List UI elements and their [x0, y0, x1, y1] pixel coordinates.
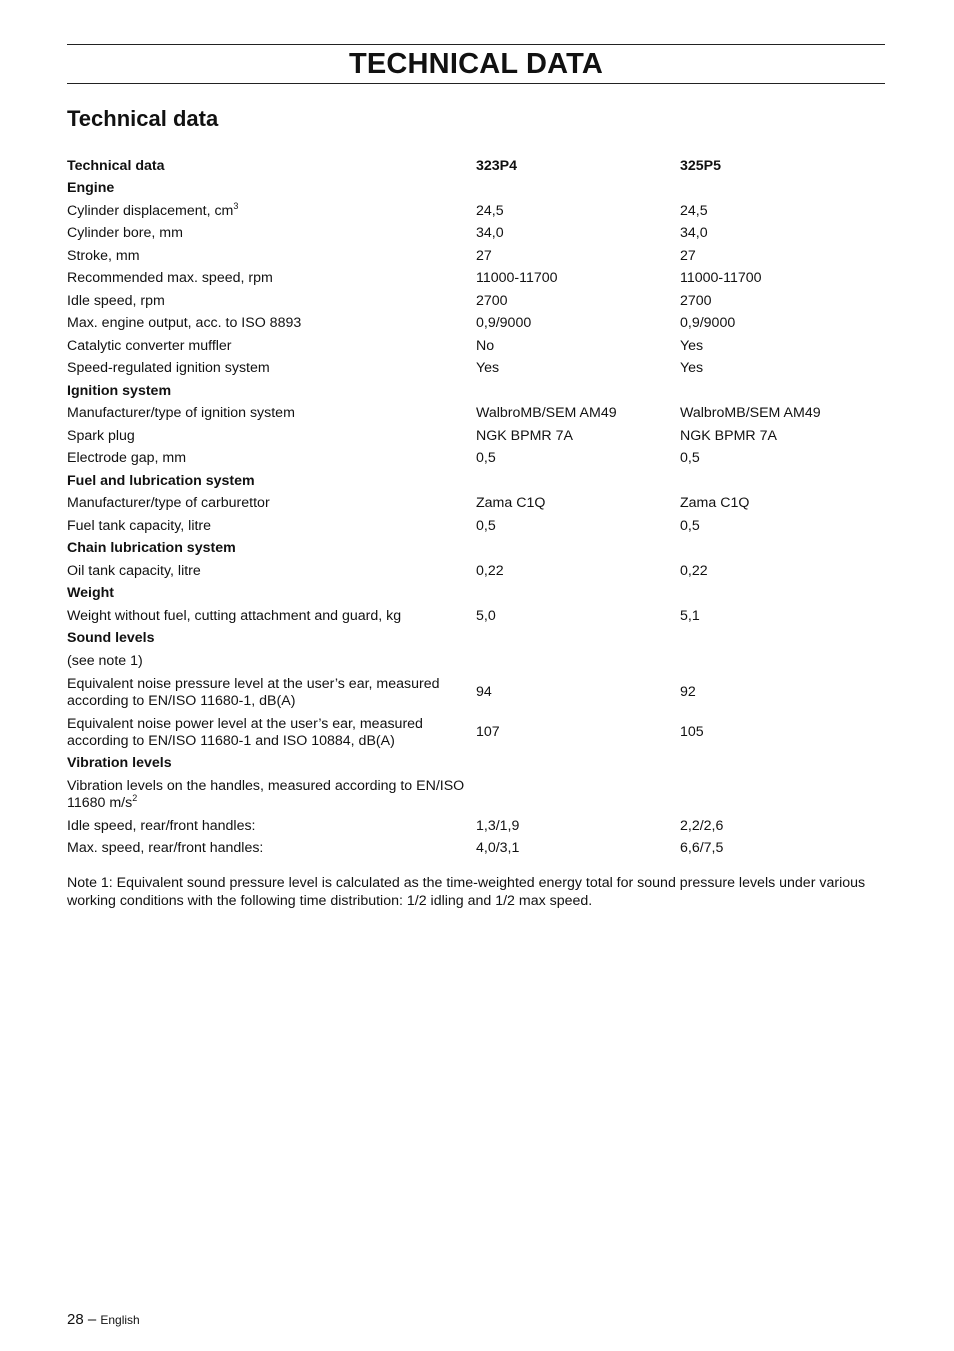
value-325p5: Zama C1Q	[680, 495, 750, 512]
value-323p4: 5,0	[476, 607, 496, 624]
value-325p5: 27	[680, 247, 696, 264]
value-323p4: 0,9/9000	[476, 315, 532, 332]
table-row	[67, 713, 885, 753]
row-label: Weight without fuel, cutting attachment and guard, kg	[67, 607, 402, 624]
value-325p5: 0,5	[680, 450, 700, 467]
group-heading: Fuel and lubrication system	[67, 472, 255, 489]
value-325p5: Yes	[680, 360, 704, 377]
value-325p5: NGK BPMR 7A	[680, 427, 777, 444]
group-row-sound	[67, 628, 885, 651]
column-header-parameter: Technical data	[67, 157, 165, 174]
page-header-title: TECHNICAL DATA	[348, 47, 604, 80]
row-label: Recommended max. speed, rpm	[67, 270, 273, 287]
value-323p4: 0,5	[476, 517, 496, 534]
row-label: Idle speed, rear/front handles:	[67, 817, 256, 834]
row-label: Cylinder bore, mm	[67, 225, 183, 242]
value-325p5: 0,9/9000	[680, 315, 736, 332]
value-325p5: 0,5	[680, 517, 700, 534]
row-label: Max. engine output, acc. to ISO 8893	[67, 315, 302, 332]
value-323p4: Zama C1Q	[476, 495, 546, 512]
column-header-325p5: 325P5	[680, 157, 722, 174]
value-325p5: 2700	[680, 292, 712, 309]
row-label: Vibration levels on the handles, measured according to EN/ISO 11680 $m/s^2$	[67, 778, 465, 811]
value-323p4: 107	[476, 724, 500, 740]
value-325p5: WalbroMB/SEM AM49	[680, 405, 821, 422]
footnote: Note 1: Equivalent sound pressure level is calculated as the time-weighted energy total for sound pressure levels under various working conditions with the following time distribution: 1/2 idling and 1/2 max speed.	[67, 875, 866, 909]
row-label: Equivalent noise power level at the user’s ear, measured according to EN/ISO 11680-1 and ISO 10884, dB(A)	[67, 715, 423, 749]
table-row	[67, 448, 885, 471]
value-323p4: NGK BPMR 7A	[476, 427, 573, 444]
table-row	[67, 245, 885, 268]
group-heading: Vibration levels	[67, 755, 172, 772]
row-label: Manufacturer/type of ignition system	[67, 405, 295, 422]
value-325p5: 0,22	[680, 562, 708, 579]
table-row	[67, 425, 885, 448]
superscript: 3	[233, 200, 239, 211]
row-label: Manufacturer/type of carburettor	[67, 495, 270, 512]
row-label: Fuel tank capacity, litre	[67, 517, 212, 534]
section-title: Technical data	[67, 106, 219, 131]
table-row	[67, 650, 885, 673]
value-325p5: 92	[680, 684, 696, 700]
footer-language: English	[100, 1313, 140, 1327]
table-row	[67, 313, 885, 336]
table-row	[67, 223, 885, 246]
table-row	[67, 335, 885, 358]
row-label: Max. speed, rear/front handles:	[67, 840, 264, 857]
page-number: 28	[67, 1311, 84, 1328]
table-row	[67, 673, 885, 713]
value-323p4: 94	[476, 684, 492, 700]
group-heading: Ignition system	[67, 382, 172, 399]
page-header-banner	[67, 44, 885, 84]
value-323p4: 0,22	[476, 562, 504, 579]
value-323p4: No	[476, 337, 495, 354]
group-heading: Sound levels	[67, 630, 155, 647]
row-label: Speed-regulated ignition system	[67, 360, 270, 377]
superscript: 2	[132, 793, 138, 803]
group-row-vibration	[67, 753, 885, 776]
table-row	[67, 268, 885, 291]
table-row	[67, 290, 885, 313]
row-label: Catalytic converter muffler	[67, 337, 232, 354]
table-row	[67, 560, 885, 583]
value-323p4: Yes	[476, 360, 500, 377]
group-row-weight	[67, 583, 885, 606]
column-header-323p4: 323P4	[476, 157, 518, 174]
group-heading: Chain lubrication system	[67, 540, 236, 557]
row-label: Stroke, mm	[67, 247, 140, 264]
table-row	[67, 358, 885, 381]
group-heading: Engine	[67, 180, 115, 197]
group-row-fuel	[67, 470, 885, 493]
row-label: Cylinder displacement, $cm^3$	[67, 200, 239, 219]
group-row-engine	[67, 178, 885, 201]
value-325p5: 2,2/2,6	[680, 817, 724, 834]
table-row	[67, 403, 885, 426]
value-325p5: Yes	[680, 337, 704, 354]
table-row	[67, 515, 885, 538]
value-323p4: WalbroMB/SEM AM49	[476, 405, 617, 422]
row-label: (see note 1)	[67, 652, 143, 669]
value-323p4: 24,5	[476, 202, 504, 219]
value-325p5: 5,1	[680, 607, 700, 624]
table-row	[67, 838, 885, 861]
row-label: Spark plug	[67, 427, 135, 444]
technical-data-table	[67, 155, 885, 860]
value-325p5: 24,5	[680, 202, 708, 219]
value-325p5: 34,0	[680, 225, 708, 242]
table-row	[67, 605, 885, 628]
value-323p4: 27	[476, 247, 492, 264]
group-heading: Weight	[67, 585, 115, 602]
row-label: Oil tank capacity, litre	[67, 562, 201, 579]
page-footer	[67, 1311, 140, 1328]
footer-separator: –	[87, 1311, 97, 1328]
row-label: Equivalent noise pressure level at the user’s ear, measured according to EN/ISO 11680-1, dB(A)	[67, 675, 440, 709]
value-325p5: 105	[680, 724, 704, 740]
value-323p4: 0,5	[476, 450, 496, 467]
table-row	[67, 815, 885, 838]
group-row-chain	[67, 538, 885, 561]
value-323p4: 34,0	[476, 225, 504, 242]
value-323p4: 1,3/1,9	[476, 817, 520, 834]
row-label: Electrode gap, mm	[67, 450, 187, 467]
table-row	[67, 775, 885, 815]
value-323p4: 11000-11700	[476, 270, 558, 287]
table-row	[67, 493, 885, 516]
value-325p5: 6,6/7,5	[680, 840, 724, 857]
group-row-ignition	[67, 380, 885, 403]
value-323p4: 2700	[476, 292, 508, 309]
table-row	[67, 200, 885, 223]
row-label: Idle speed, rpm	[67, 292, 165, 309]
value-323p4: 4,0/3,1	[476, 840, 520, 857]
table-header-row	[67, 155, 885, 178]
value-325p5: 11000-11700	[680, 270, 762, 287]
